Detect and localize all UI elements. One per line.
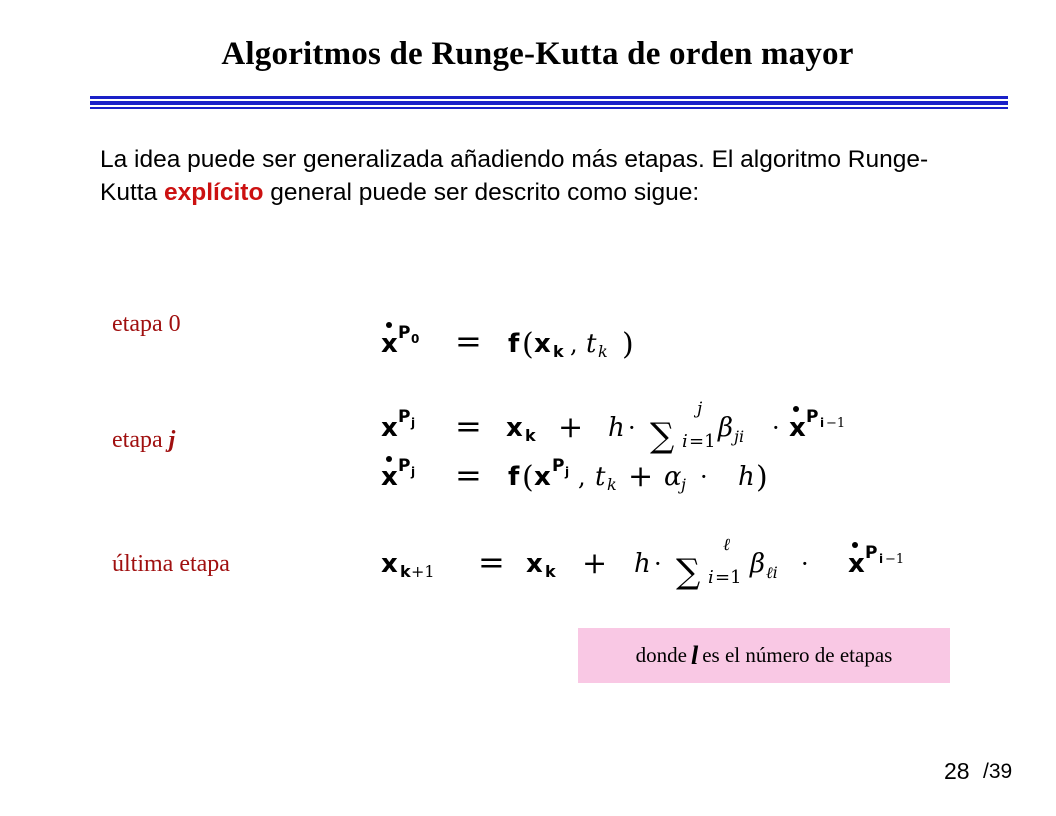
equation-stage-j-state (381, 399, 845, 456)
svg-text:=1: =1 (715, 567, 742, 588)
label-stage-0: etapa 0 (112, 311, 181, 337)
svg-text:=: = (455, 407, 482, 445)
svg-text:h: h (608, 413, 625, 443)
svg-text:P: P (806, 407, 819, 427)
svg-text:x: x (381, 329, 398, 359)
svg-text:x: x (534, 329, 551, 359)
note-box (578, 628, 950, 683)
svg-text:=1: =1 (689, 431, 716, 452)
svg-text:i: i (682, 431, 688, 452)
equation-stage-j-derivative (381, 456, 768, 495)
svg-text:(: ( (522, 460, 534, 495)
intro-text-1: La idea puede ser generalizada añadiendo más etapas. El algoritmo Runge-Kutta (100, 146, 929, 206)
svg-text:P: P (398, 323, 411, 343)
note-variable: l (691, 640, 699, 670)
note-prefix: donde (635, 643, 687, 667)
svg-text:β: β (718, 413, 734, 443)
label-stage-j-prefix: etapa (112, 427, 163, 453)
svg-text:k: k (525, 426, 536, 445)
svg-text:k: k (400, 562, 411, 581)
svg-text:i: i (879, 552, 884, 566)
page-total: /39 (983, 760, 1013, 783)
svg-text:P: P (398, 407, 411, 427)
svg-text:t: t (586, 329, 597, 359)
svg-text:(: ( (522, 327, 534, 362)
svg-text:x: x (534, 462, 551, 492)
svg-text:x: x (789, 413, 806, 443)
svg-text:+: + (582, 546, 608, 581)
svg-text:i: i (708, 567, 714, 588)
svg-text:ℓi: ℓi (766, 563, 778, 582)
svg-text:f: f (508, 329, 520, 359)
equation-last-stage (381, 535, 904, 592)
svg-text:β: β (750, 549, 766, 579)
intro-highlight: explícito (164, 179, 264, 206)
svg-text:=: = (455, 456, 482, 494)
label-stage-j-var: j (168, 427, 176, 453)
svg-text:): ) (756, 460, 768, 495)
svg-text:·: · (801, 550, 809, 578)
svg-text:j: j (411, 465, 416, 479)
page-number: 28 (944, 758, 970, 784)
svg-text:∑: ∑ (676, 552, 701, 592)
svg-text:k: k (553, 342, 564, 361)
svg-text:j: j (565, 465, 570, 479)
svg-text:h: h (738, 462, 755, 492)
svg-text:+1: +1 (411, 562, 435, 581)
svg-text:·: · (654, 550, 662, 578)
svg-text:x: x (848, 549, 865, 579)
svg-text:x: x (381, 413, 398, 443)
svg-text:0: 0 (411, 332, 420, 346)
svg-text:x: x (506, 413, 523, 443)
svg-text:·: · (628, 414, 636, 442)
svg-text:α: α (664, 462, 682, 492)
svg-text:j: j (411, 416, 416, 430)
svg-text:t: t (595, 462, 606, 492)
svg-text:−1: −1 (885, 552, 905, 567)
svg-text:+: + (628, 459, 654, 494)
svg-text:i: i (820, 416, 825, 430)
svg-text:∑: ∑ (650, 416, 675, 456)
svg-text:=: = (455, 322, 482, 360)
svg-text:x: x (381, 462, 398, 492)
svg-text:−1: −1 (826, 416, 846, 431)
svg-text:x: x (381, 549, 398, 579)
equation-stage-0 (381, 322, 634, 362)
svg-text:P: P (552, 456, 565, 476)
svg-text:j: j (681, 475, 686, 494)
label-last-stage: última etapa (112, 551, 230, 577)
svg-text:k: k (598, 342, 608, 361)
slide-title: Algoritmos de Runge-Kutta de orden mayor (221, 36, 854, 72)
svg-text:+: + (558, 410, 584, 445)
svg-text:h: h (634, 549, 651, 579)
note-suffix: es el número de etapas (702, 643, 893, 667)
svg-text:x: x (526, 549, 543, 579)
svg-text:ℓ: ℓ (723, 535, 731, 555)
svg-text:P: P (398, 456, 411, 476)
svg-text:k: k (545, 562, 556, 581)
svg-text:,: , (578, 463, 586, 491)
svg-text:,: , (570, 330, 578, 358)
svg-text:P: P (865, 543, 878, 563)
svg-text:·: · (700, 463, 708, 491)
svg-text:ji: ji (734, 427, 745, 446)
svg-text:f: f (508, 462, 520, 492)
svg-text:·: · (772, 414, 780, 442)
svg-text:k: k (607, 475, 617, 494)
intro-text-2: general puede ser descrito como sigue: (270, 179, 700, 206)
svg-text:j: j (697, 399, 703, 419)
svg-text:=: = (478, 543, 505, 581)
svg-text:): ) (622, 327, 634, 362)
